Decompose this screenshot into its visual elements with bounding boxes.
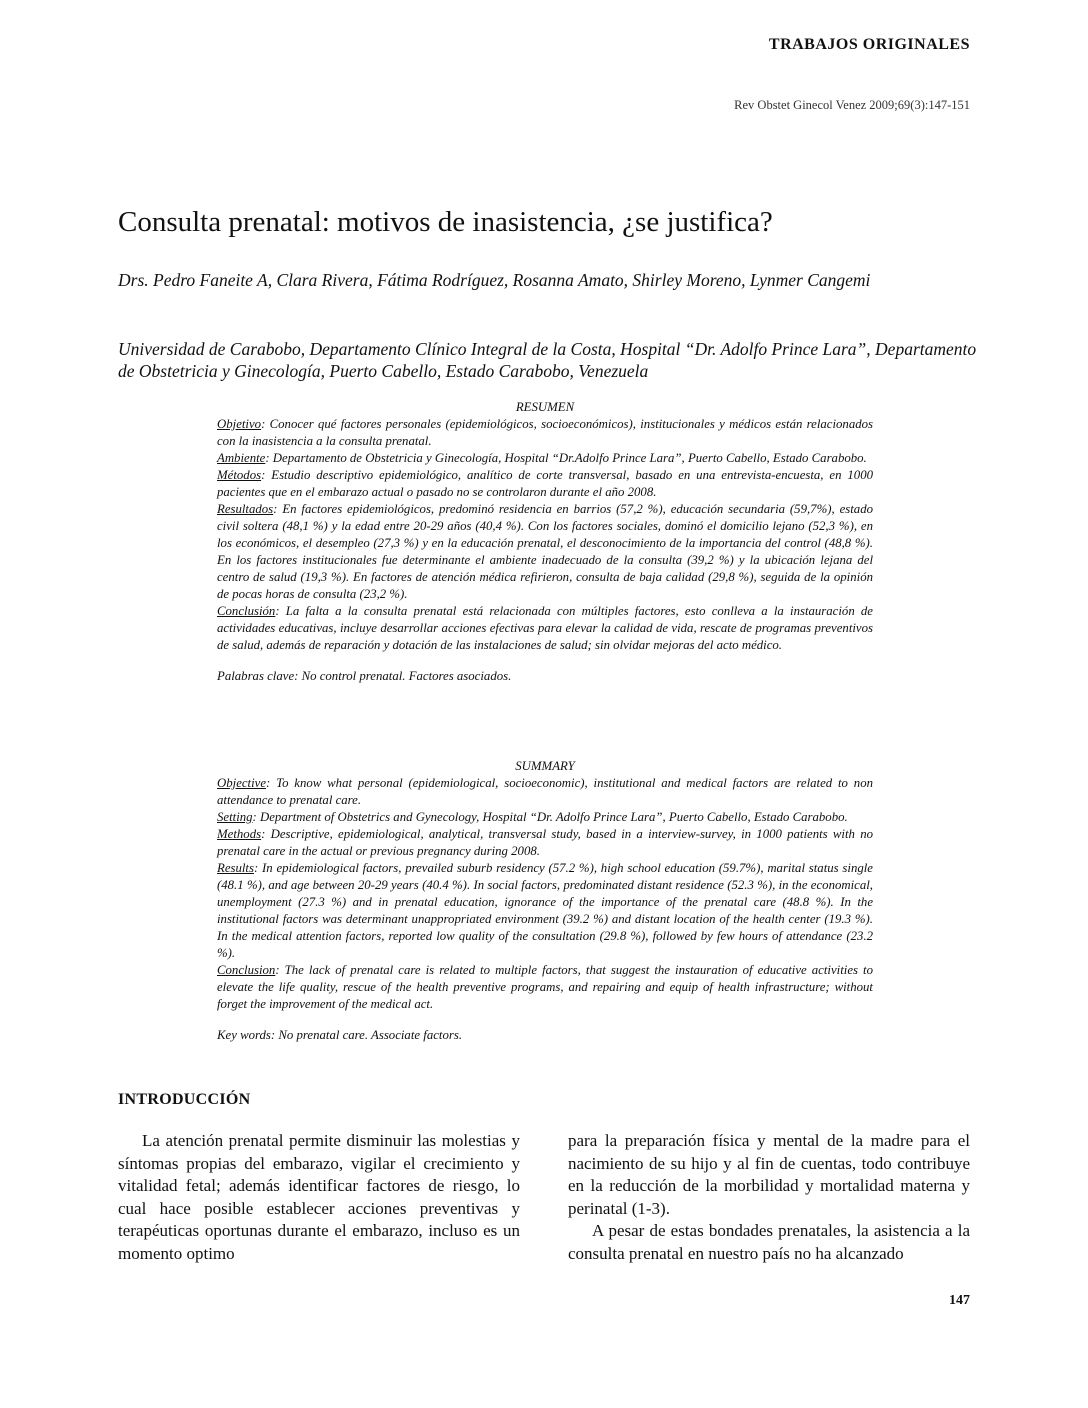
resumen-conclusion-label: Conclusión: [217, 604, 276, 618]
summary-heading: SUMMARY: [515, 759, 575, 773]
resumen-objetivo-label: Objetivo: [217, 417, 262, 431]
resumen-metodos: [217, 467, 873, 501]
summary-setting-label: Setting: [217, 810, 253, 824]
article-affiliation: Universidad de Carabobo, Departamento Clínico Integral de la Costa, Hospital “Dr. Adolfo Prince Lara”, Departamento de Obstetricia y Ginecología, Puerto Cabello, Estado Carabobo, Venezuela: [118, 339, 977, 381]
section-label: TRABAJOS ORIGINALES: [768, 36, 970, 53]
intro-paragraph-right-1: para la preparación física y mental de la madre para el nacimiento de su hijo y al fin de cuentas, todo contribuye en la reducción de la morbilidad y mortalidad materna y perinatal (1-3).: [568, 1131, 970, 1218]
summary-objective: [217, 775, 873, 809]
summary-results-text: : In epidemiological factors, prevailed suburb residency (57.2 %), high school education (59.7%), marital status single (48.1 %), and age between 20-29 years (40.4 %). In social factors, predominated distant residence (52.3 %), in the economical, unemployment (27.3 %) and in prenatal education, ignorance of the importance of the prenatal care (48.8 %). In the institutional factors was determinant unappropriated environment (39.2 %) and distant location of the health center (19.3 %). In the medical attention factors, reported low quality of the consultation (29.8 %), followed by few hours of attendance (23.2 %).: [217, 861, 873, 960]
summary-conclusion: [217, 962, 873, 1013]
resumen-objetivo: [217, 416, 873, 450]
summary-setting-text: : Department of Obstetrics and Gynecology, Hospital “Dr. Adolfo Prince Lara”, Puerto Cabello, Estado Carabobo.: [252, 810, 848, 824]
resumen-metodos-text: : Estudio descriptivo epidemiológico, analítico de corte transversal, basado en una entrevista-encuesta, en 1000 pacientes que en el embarazo actual o pasado no se controlaron durante el año 2008.: [217, 468, 873, 499]
resumen-ambiente-label: Ambiente: [217, 451, 266, 465]
resumen-keywords: Palabras clave: No control prenatal. Factores asociados.: [217, 669, 512, 683]
summary-objective-label: Objective: [217, 776, 267, 790]
page-number: 147: [949, 1293, 970, 1308]
resumen-resultados: [217, 501, 873, 603]
summary-conclusion-label: Conclusion: [217, 963, 276, 977]
summary-results: [217, 860, 873, 962]
resumen-resultados-label: Resultados: [217, 502, 274, 516]
summary-setting: [217, 809, 873, 826]
summary-keywords: Key words: No prenatal care. Associate factors.: [217, 1028, 463, 1042]
resumen-block: [217, 399, 873, 685]
resumen-conclusion-text: : La falta a la consulta prenatal está relacionada con múltiples factores, esto conlleva a la instauración de actividades educativas, incluye desarrollar acciones efectivas para elevar la calidad de vida, rescate de programas preventivos de salud, además de reparación y dotación de las instalaciones de salud; sin olvidar mejoras del acto médico.: [217, 604, 873, 652]
resumen-objetivo-text: : Conocer qué factores personales (epidemiológicos, socioeconómicos), institucionales y médicos están relacionados con la inasistencia a la consulta prenatal.: [217, 417, 873, 448]
resumen-heading: RESUMEN: [515, 400, 575, 414]
summary-results-label: Results: [217, 861, 254, 875]
body-column-left: [118, 1130, 520, 1265]
resumen-ambiente-text: : Departamento de Obstetricia y Ginecología, Hospital “Dr.Adolfo Prince Lara”, Puerto Cabello, Estado Carabobo.: [265, 451, 867, 465]
summary-methods: [217, 826, 873, 860]
introduccion-heading: INTRODUCCIÓN: [118, 1091, 251, 1108]
summary-methods-label: Methods: [217, 827, 262, 841]
resumen-ambiente: [217, 450, 873, 467]
summary-methods-text: : Descriptive, epidemiological, analytical, transversal study, based in a interview-survey, in 1000 patients with no prenatal care in the actual or previous pregnancy during 2008.: [217, 827, 873, 858]
summary-objective-text: : To know what personal (epidemiological, socioeconomic), institutional and medical factors are related to non attendance to prenatal care.: [217, 776, 873, 807]
summary-block: [217, 758, 873, 1044]
intro-paragraph-right-2: A pesar de estas bondades prenatales, la asistencia a la consulta prenatal en nuestro país no ha alcanzado: [568, 1221, 970, 1263]
resumen-conclusion: [217, 603, 873, 654]
resumen-resultados-text: : En factores epidemiológicos, predominó residencia en barrios (57,2 %), educación secundaria (59,7%), estado civil soltera (48,1 %) y la edad entre 20-29 años (40,4 %). Con los factores sociales, dominó el domicilio lejano (52,3 %), en los económicos, el desempleo (27,3 %) y en la educación prenatal, el desconocimiento de la importancia del control (48,8 %). En los factores institucionales fue determinante el ambiente inadecuado de la consulta (39,2 %) y la ubicación lejana del centro de salud (19,3 %). En factores de atención médica refirieron, consulta de baja calidad (29,8 %), seguida de la opinión de pocas horas de consulta (23,2 %).: [217, 502, 873, 601]
body-column-right: [568, 1130, 970, 1265]
article-authors: Drs. Pedro Faneite A, Clara Rivera, Fátima Rodríguez, Rosanna Amato, Shirley Moreno, Lynmer Cangemi: [118, 270, 871, 290]
summary-conclusion-text: : The lack of prenatal care is related to multiple factors, that suggest the instauration of educative activities to elevate the life quality, rescue of the health preventive programs, and repairing and equip of health infrastructure; without forget the improvement of the medical act.: [217, 963, 873, 1011]
resumen-metodos-label: Métodos: [217, 468, 262, 482]
journal-citation: Rev Obstet Ginecol Venez 2009;69(3):147-151: [734, 98, 970, 112]
article-title: Consulta prenatal: motivos de inasistencia, ¿se justifica?: [118, 206, 773, 238]
intro-paragraph-left: La atención prenatal permite disminuir las molestias y síntomas propias del embarazo, vigilar el crecimiento y vitalidad fetal; además identificar factores de riesgo, lo cual hace posible establecer acciones preventivas y terapéuticas oportunas durante el embarazo, incluso es un momento optimo: [118, 1131, 520, 1263]
